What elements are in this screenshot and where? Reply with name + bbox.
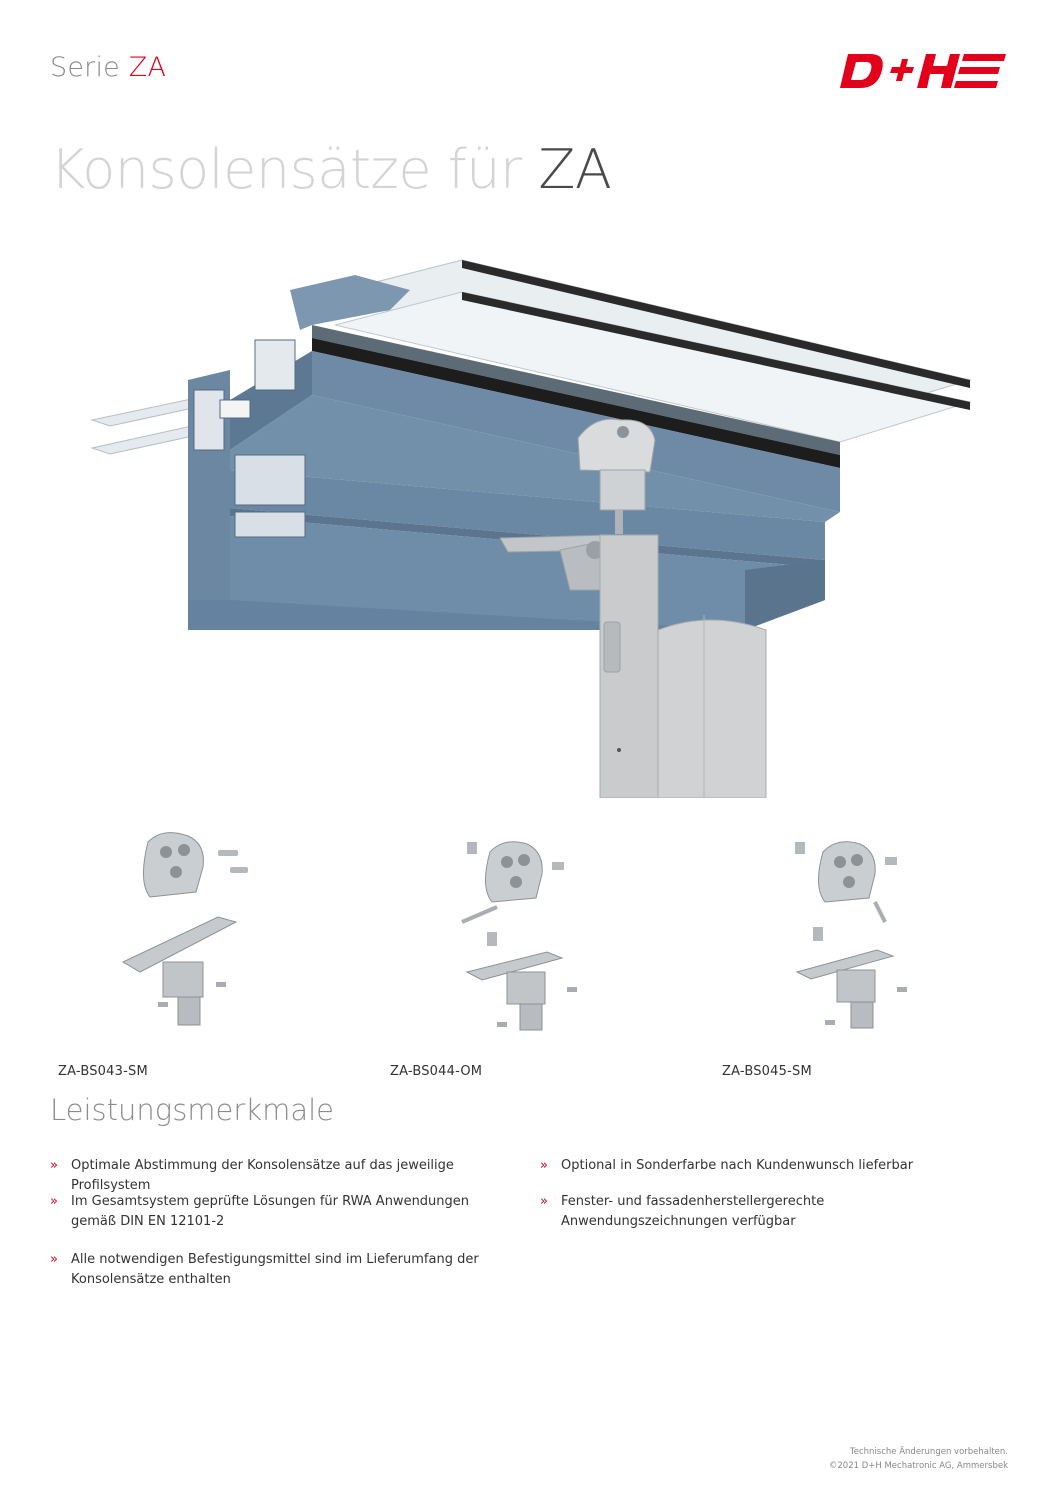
feature-item xyxy=(540,1192,980,1232)
window-actuator-illustration xyxy=(90,250,980,798)
dh-logo xyxy=(840,50,1008,92)
bullet-glyph: » xyxy=(50,1194,58,1209)
bullet-glyph: » xyxy=(50,1252,58,1267)
page-title xyxy=(50,138,611,201)
feature-item xyxy=(50,1192,505,1232)
footer-copyright: ©2021 D+H Mechatronic AG, Ammersbek xyxy=(828,1461,1008,1471)
feature-text: Optimale Abstimmung der Konsolensätze auf das jeweilige Profilsystem xyxy=(71,1158,454,1193)
series-label xyxy=(50,52,166,83)
kit-label-za-bs044-om: ZA-BS044-OM xyxy=(390,1064,483,1079)
title-light: Konsolensätze für xyxy=(50,138,522,201)
kit-illustration-za-bs044-om xyxy=(452,822,602,1052)
feature-text: Optional in Sonderfarbe nach Kundenwunsch lieferbar xyxy=(561,1158,914,1173)
footer-legal xyxy=(829,1445,1008,1473)
bullet-glyph: » xyxy=(50,1158,58,1173)
features-heading: Leistungsmerkmale xyxy=(50,1093,335,1127)
kit-label-za-bs045-sm: ZA-BS045-SM xyxy=(722,1064,812,1079)
kit-label-za-bs043-sm: ZA-BS043-SM xyxy=(58,1064,148,1079)
title-dark: ZA xyxy=(538,138,612,201)
bullet-glyph: » xyxy=(540,1158,548,1173)
series-accent: ZA xyxy=(128,52,167,83)
kit-illustration-za-bs045-sm xyxy=(785,822,935,1052)
footer-disclaimer: Technische Änderungen vorbehalten. xyxy=(850,1447,1008,1457)
series-prefix: Serie xyxy=(50,52,120,83)
feature-text: Alle notwendigen Befestigungsmittel sind im Lieferumfang der Konsolensätze enthalten xyxy=(71,1252,479,1287)
feature-item xyxy=(50,1250,505,1290)
feature-item xyxy=(540,1156,980,1176)
kit-illustration-za-bs043-sm xyxy=(118,822,268,1052)
bullet-glyph: » xyxy=(540,1194,548,1209)
feature-text: Fenster- und fassadenherstellergerechte Anwendungszeichnungen verfügbar xyxy=(561,1194,825,1229)
feature-text: Im Gesamtsystem geprüfte Lösungen für RWA Anwendungen gemäß DIN EN 12101-2 xyxy=(71,1194,470,1229)
feature-item xyxy=(50,1156,505,1196)
